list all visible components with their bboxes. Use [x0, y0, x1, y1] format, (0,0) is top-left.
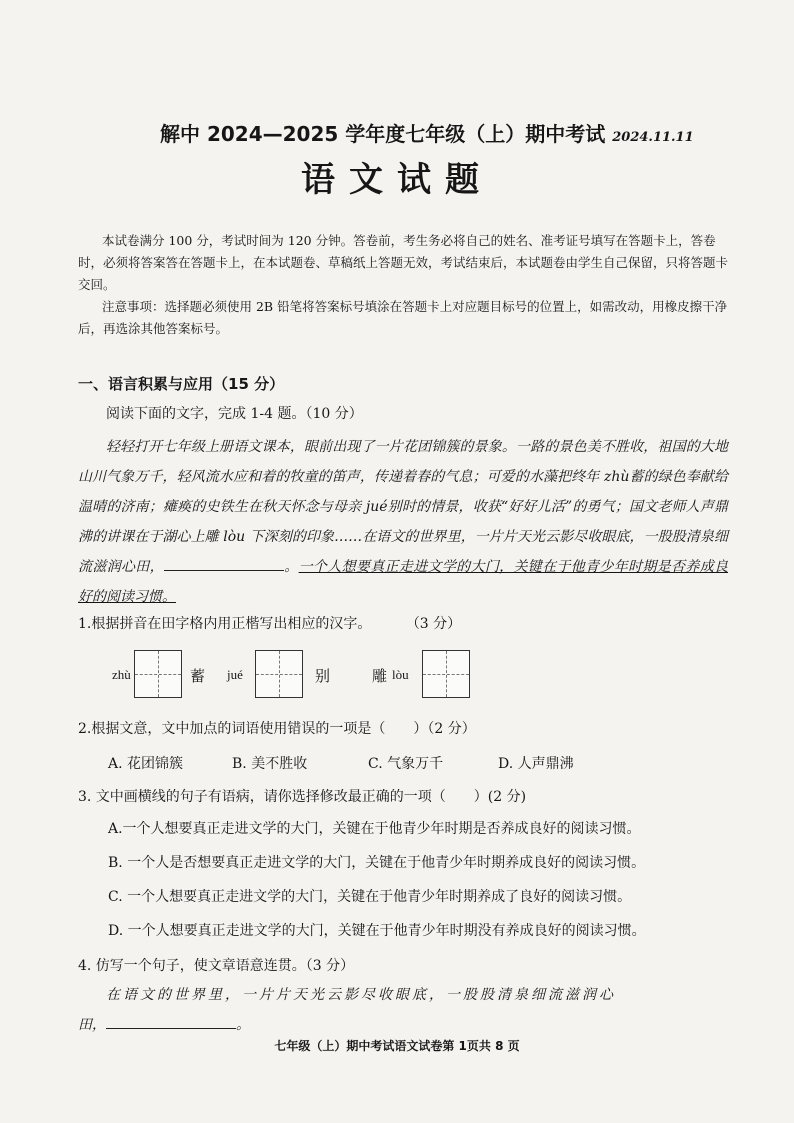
question-1 — [78, 613, 461, 633]
question-1-score: （3 分） — [405, 616, 462, 632]
notice-paragraph: 注意事项：选择题必须使用 2B 铅笔将答案标号填涂在答题卡上对应题目标号的位置上，如需改动，用橡皮擦干净后，再选涂其他答案标号。 — [78, 299, 728, 336]
pinyin-label: zhù — [112, 667, 131, 682]
q3-option-d[interactable]: D. 一个人想要真正走进文学的大门，关键在于他青少年时期没有养成良好的阅读习惯。 — [108, 923, 646, 939]
q3-option-c[interactable]: C. 一个人想要真正走进文学的大门，关键在于他青少年时期养成了良好的阅读习惯。 — [108, 889, 632, 905]
writing-grid-box[interactable] — [255, 650, 303, 698]
subject-title: 语文试题 — [301, 160, 493, 200]
passage-underlined-sentence: 一个人想要真正走进文学的大门，关键在于他青少年时期是否养成良好的阅读习惯。 — [78, 559, 729, 605]
q4-line2-prefix: 田， — [78, 1017, 106, 1033]
writing-grid-box[interactable] — [134, 650, 182, 698]
grid-char: 别 — [315, 667, 331, 685]
reading-passage: 轻轻打开七年级上册语文课本，眼前出现了一片花团锦簇的景象。一路的景色美不胜收，祖国的大地山川气象万千，轻风流水应和着的牧童的笛声，传递着春的气息；可爱的水藻把终年 zhù蓄的绿色奉献给温晴的济南；瘫痪的史铁生在秋天怀念与母亲 jué别时的情景，收获“好好儿活”的勇气；国文老师人声鼎沸的讲课在于湖心上雕 lòu 下深刻的印象……在语文的世界里，一片片天光云影尽收眼底，一股股清泉细流滋润心田， 。一个人想要真正走进文学的大门，关键在于他青少年时期是否养成良好的阅读习惯。 — [78, 439, 729, 605]
passage-text: 轻轻打开七年级上册语文课本，眼前出现了一片花团锦簇的景象。一路的景色美不胜收，祖国的大地山川气象万千，轻风流水应和着的牧童的笛声，传递着春的气息；可爱的水藻把终年 zhù蓄的绿色奉献给温晴的济南；瘫痪的史铁生在秋天怀念与母亲 jué别时的情景，收获“好好儿活”的勇气；国文老师人声鼎沸的讲课在于湖心上雕 lòu 下深刻的印象……在语文的世界里，一片片天光云影尽收眼底，一股股清泉细流滋润心田， — [78, 439, 728, 575]
section-heading: 一、语言积累与应用（15 分） — [78, 375, 285, 393]
grid-char: 蓄 — [190, 667, 206, 685]
instructions — [78, 230, 728, 340]
exam-title: 解中 2024—2025 学年度七年级（上）期中考试 — [160, 122, 606, 146]
passage-blank — [164, 556, 284, 571]
q2-option-b[interactable]: B. 美不胜收 — [232, 756, 308, 772]
page-footer: 七年级（上）期中考试语文试卷第 1页共 8 页 — [274, 1039, 520, 1053]
exam-date: 2024.11.11 — [612, 130, 694, 145]
pinyin-label: lòu — [392, 667, 409, 682]
q4-line2-suffix: 。 — [236, 1017, 250, 1033]
q3-option-b[interactable]: B. 一个人是否想要真正走进文学的大门，关键在于他青少年时期养成良好的阅读习惯。 — [108, 855, 646, 871]
question-2-text: 2.根据文意，文中加点的词语使用错误的一项是（ ）（2 分） — [78, 721, 476, 737]
q2-option-d[interactable]: D. 人声鼎沸 — [498, 756, 574, 772]
grid-char: 雕 — [372, 667, 388, 685]
writing-grid-box[interactable] — [422, 650, 470, 698]
q4-answer-blank[interactable] — [106, 1014, 236, 1029]
question-3-text: 3. 文中画横线的句子有语病，请你选择修改最正确的一项（ ）(2 分) — [78, 789, 527, 805]
q3-option-a[interactable]: A.一个人想要真正走进文学的大门，关键在于他青少年时期是否养成良好的阅读习惯。 — [108, 821, 641, 837]
pinyin-label: jué — [227, 667, 243, 682]
q4-sentence-line1: 在语文的世界里，一片片天光云影尽收眼底，一股股清泉细流滋润心 — [106, 987, 616, 1003]
q2-option-a[interactable]: A. 花团锦簇 — [108, 756, 184, 772]
reading-instruction: 阅读下面的文字，完成 1-4 题。（10 分） — [106, 406, 363, 422]
q2-option-c[interactable]: C. 气象万千 — [368, 756, 444, 772]
question-4-text: 4. 仿写一个句子，使文章语意连贯。（3 分） — [78, 958, 355, 974]
exam-header — [160, 118, 780, 147]
question-1-text: 1.根据拼音在田字格内用正楷写出相应的汉字。 — [78, 616, 372, 632]
instructions-paragraph: 本试卷满分 100 分，考试时间为 120 分钟。答卷前，考生务必将自己的姓名、准考证号填写在答题卡上，答卷时，必须将答案答在答题卡上，在本试题卷、草稿纸上答题无效，考试结束后，本试题卷由学生自己保留，只将答题卡交回。 — [78, 233, 729, 292]
q4-sentence-line2 — [78, 1014, 250, 1034]
